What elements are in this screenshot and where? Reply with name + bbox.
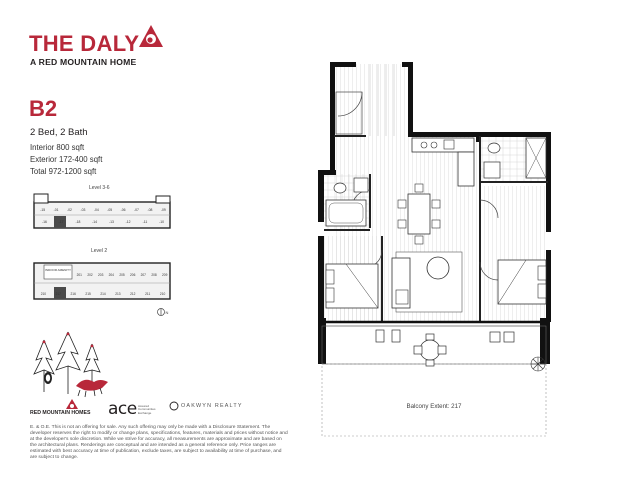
red-mountain-logo-icon — [66, 399, 78, 409]
keyplan-unit-label: 206 — [130, 273, 136, 277]
keyplan-unit-label: 211 — [145, 292, 151, 296]
keyplan-unit-label: -08 — [147, 208, 153, 212]
keyplan-unit-label: -06 — [120, 208, 126, 212]
fox-icon — [76, 380, 108, 391]
keyplan-lower — [32, 255, 172, 305]
keyplan-unit-label: 202 — [87, 273, 93, 277]
kitchen-island — [458, 152, 474, 186]
keyplan-unit-label: -02 — [67, 208, 72, 212]
ace-logo: ace — [108, 399, 137, 419]
keyplan-upper — [32, 192, 172, 236]
keyplan-unit-label: 210 — [40, 292, 47, 296]
north-label: N — [165, 310, 169, 315]
decorative-trees-illustration — [28, 330, 120, 400]
unit-beds-baths: 2 Bed, 2 Bath — [30, 127, 88, 138]
keyplan-unit-label: -07 — [134, 208, 139, 212]
toilet-left — [334, 183, 346, 193]
keyplan-unit-label: 201 — [76, 273, 82, 277]
keyplan-lower-label: Level 2 — [91, 248, 108, 254]
ace-logo-tagline: Assured Communities Exchange — [138, 404, 156, 415]
keyplan-unit-label: -01 — [53, 208, 59, 212]
keyplan-unit-label: 214 — [100, 292, 106, 296]
keyplan-unit-label: 212 — [130, 292, 136, 296]
keyplan-unit-label: -16 — [41, 220, 47, 224]
toilet-right — [488, 143, 500, 153]
keyplan-unit-label: -11 — [142, 220, 148, 224]
keyplan-unit-label: 210 — [159, 292, 166, 296]
keyplan-unit-label: 208 — [151, 273, 157, 277]
keyplan-amenity-label: INDOOR AMENITY — [44, 268, 72, 272]
oakwyn-logo-icon — [169, 401, 179, 411]
unit-interior: Interior 800 sqft — [30, 143, 85, 152]
floor-plan — [300, 50, 570, 442]
keyplan-unit-label: 215 — [85, 292, 91, 296]
keyplan-unit-label: -13 — [108, 220, 114, 224]
keyplan-unit-label: -14 — [92, 220, 98, 224]
keyplan-unit-label: -03 — [80, 208, 86, 212]
unit-total: Total 972-1200 sqft — [30, 167, 97, 176]
balcony-extent — [322, 364, 546, 436]
balcony-label: Balcony Extent: 217 — [406, 403, 462, 410]
dining-table — [408, 194, 430, 234]
keyplan-unit-label: -09 — [160, 208, 166, 212]
keyplan-unit-label: 204 — [108, 273, 114, 277]
red-mountain-logo-text: RED MOUNTAIN HOMES — [30, 410, 91, 416]
keyplan-upper-label: Level 3-6 — [89, 185, 110, 191]
coffee-table — [427, 257, 449, 279]
brand-title: THE DALY — [29, 31, 140, 56]
keyplan-unit-label: -15 — [40, 208, 46, 212]
keyplan-unit-label: 203 — [98, 273, 104, 277]
keyplan-unit-label: -05 — [107, 208, 113, 212]
keyplan-unit-label: -18 — [75, 220, 81, 224]
keyplan-unit-label: -04 — [93, 208, 99, 212]
keyplan-unit-label: -12 — [125, 220, 131, 224]
keyplan-unit-label: 205 — [119, 273, 125, 277]
keyplan-unit-label: 209 — [162, 273, 168, 277]
keyplan-unit-label: 207 — [140, 273, 146, 277]
keyplan-unit-label: -10 — [159, 220, 165, 224]
bathtub — [326, 200, 366, 226]
oakwyn-logo-text: OAKWYN REALTY — [181, 403, 243, 409]
keyplan-unit-label: 213 — [115, 292, 121, 296]
north-arrow-icon — [156, 306, 170, 318]
unit-exterior: Exterior 172-400 sqft — [30, 155, 103, 164]
daly-logo-icon — [138, 24, 164, 48]
disclaimer-text: E. & O.E. This is not an offering for sale. Any such offering may only be made with a Disclosure Statement. The developer reserves the right to modify or change plans, specifications, features, materials and prices without notice and at the developer's sole discretion. While we strive for accuracy, all measurements are approximate and are based on the architectural plans. Renderings are conceptual and are intended as a general reference only. Price ranges are estimated with best accuracy at time of publication, exclude taxes, are subject to availability at time of purchase, and are subject to change. — [30, 425, 288, 461]
keyplan-unit-label: 217 — [55, 292, 61, 296]
keyplan-unit-label: 216 — [70, 292, 76, 296]
keyplan-unit-label: -17 — [58, 220, 64, 224]
unit-code: B2 — [29, 96, 58, 121]
brand-subtitle: A RED MOUNTAIN HOME — [30, 57, 137, 67]
